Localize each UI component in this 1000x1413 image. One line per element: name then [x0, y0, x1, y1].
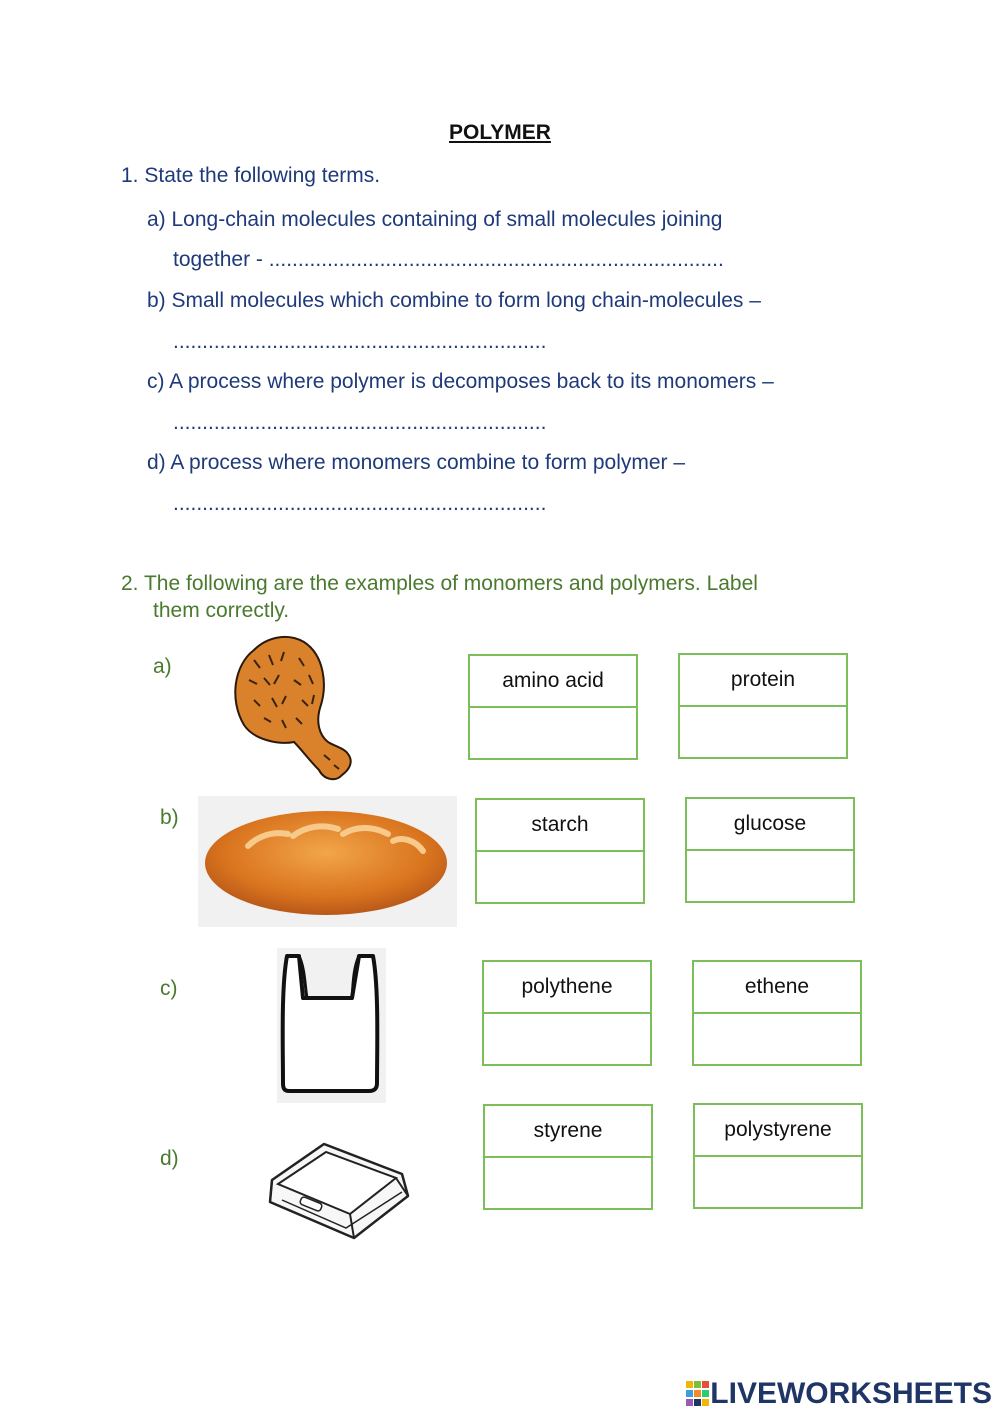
chicken-drumstick-image [224, 630, 359, 785]
answer-slot[interactable] [680, 707, 846, 757]
answer-box-starch [475, 798, 645, 904]
answer-box-polythene [482, 960, 652, 1066]
option-starch: starch [477, 800, 643, 852]
answer-slot[interactable] [694, 1014, 860, 1064]
question-1c-text: c) A process where polymer is decomposes back to its monomers – [147, 370, 774, 393]
question-1c-answer-line[interactable]: ................................................................ [173, 411, 547, 434]
item-a-label: a) [153, 655, 172, 678]
question-2-heading-cont: them correctly. [153, 599, 290, 622]
answer-box-amino-acid [468, 654, 638, 760]
liveworksheets-logo-text: LIVEWORKSHEETS [710, 1377, 992, 1410]
answer-slot[interactable] [470, 708, 636, 758]
answer-slot[interactable] [477, 852, 643, 902]
liveworksheets-logo [686, 1377, 992, 1411]
option-polystyrene: polystyrene [695, 1105, 861, 1157]
answer-box-styrene [483, 1104, 653, 1210]
answer-box-ethene [692, 960, 862, 1066]
item-c-label: c) [160, 977, 178, 1000]
item-d-label: d) [160, 1147, 179, 1170]
question-1d-text: d) A process where monomers combine to form polymer – [147, 451, 686, 474]
page-title: POLYMER [449, 121, 551, 144]
question-1d-answer-line[interactable]: ................................................................ [173, 492, 547, 515]
question-1-heading: 1. State the following terms. [121, 164, 381, 187]
option-amino-acid: amino acid [470, 656, 636, 708]
question-1a-text: a) Long-chain molecules containing of small molecules joining [147, 208, 723, 231]
question-1a-answer-line[interactable]: together - .............................................................................. [173, 248, 724, 271]
question-1b-answer-line[interactable]: ................................................................ [173, 330, 547, 353]
answer-slot[interactable] [485, 1158, 651, 1208]
liveworksheets-logo-icon [686, 1381, 710, 1407]
styrofoam-box-image [262, 1138, 416, 1248]
answer-slot[interactable] [484, 1014, 650, 1064]
item-b-label: b) [160, 806, 179, 829]
bread-loaf-image [198, 796, 457, 927]
option-ethene: ethene [694, 962, 860, 1014]
question-1b-text: b) Small molecules which combine to form long chain-molecules – [147, 289, 761, 312]
option-polythene: polythene [484, 962, 650, 1014]
answer-box-glucose [685, 797, 855, 903]
answer-slot[interactable] [695, 1157, 861, 1207]
option-styrene: styrene [485, 1106, 651, 1158]
option-protein: protein [680, 655, 846, 707]
answer-box-polystyrene [693, 1103, 863, 1209]
question-2-heading: 2. The following are the examples of monomers and polymers. Label [121, 572, 758, 595]
answer-box-protein [678, 653, 848, 759]
plastic-bag-image [277, 948, 386, 1103]
answer-slot[interactable] [687, 851, 853, 901]
option-glucose: glucose [687, 799, 853, 851]
